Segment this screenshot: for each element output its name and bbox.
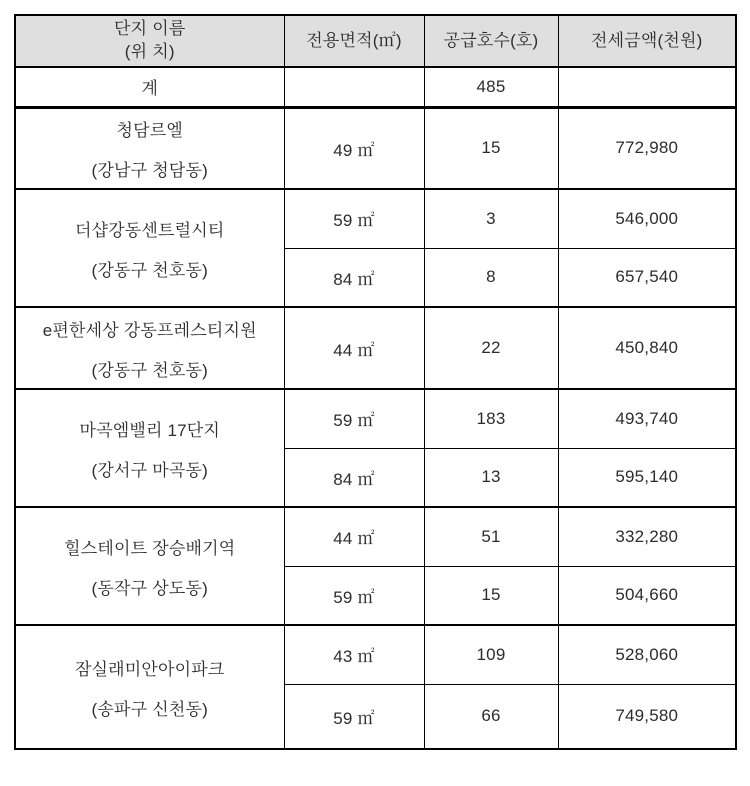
cell-area: 44 ㎡ [284, 307, 424, 389]
cell-units: 3 [424, 189, 558, 248]
total-row [15, 67, 736, 107]
cell-area: 59 ㎡ [284, 684, 424, 749]
complex-name-cell [15, 507, 284, 625]
cell-area: 44 ㎡ [284, 507, 424, 566]
complex-name: 더샵강동센트럴시티 [74, 220, 225, 240]
cell-amount: 772,980 [558, 107, 736, 189]
col-header-units: 공급호수(호) [424, 15, 558, 67]
table-row [15, 307, 736, 389]
complex-location: (강서구 마곡동) [91, 460, 208, 480]
col-header-complex-name [15, 15, 284, 67]
cell-units: 15 [424, 566, 558, 625]
complex-name-cell [15, 389, 284, 507]
cell-area: 43 ㎡ [284, 625, 424, 684]
col-header-name-line2: (위 치) [124, 42, 175, 61]
cell-units: 8 [424, 248, 558, 307]
table-row [15, 389, 736, 448]
complex-name-cell [15, 107, 284, 189]
header-row [15, 15, 736, 67]
cell-area: 84 ㎡ [284, 448, 424, 507]
cell-amount: 450,840 [558, 307, 736, 389]
cell-amount: 332,280 [558, 507, 736, 566]
col-header-area: 전용면적(㎡) [284, 15, 424, 67]
complex-name: e편한세상 강동프레스티지원 [42, 320, 257, 340]
cell-amount: 546,000 [558, 189, 736, 248]
cell-area: 59 ㎡ [284, 189, 424, 248]
cell-amount: 657,540 [558, 248, 736, 307]
cell-area: 84 ㎡ [284, 248, 424, 307]
cell-units: 13 [424, 448, 558, 507]
complex-location: (강남구 청담동) [91, 160, 208, 180]
col-header-name-line1: 단지 이름 [114, 19, 186, 39]
complex-name: 청담르엘 [116, 120, 183, 140]
cell-units: 22 [424, 307, 558, 389]
col-header-amount: 전세금액(천원) [558, 15, 736, 67]
table-row [15, 625, 736, 684]
complex-location: (송파구 신천동) [91, 699, 208, 719]
complex-name-cell [15, 189, 284, 307]
complex-name-cell [15, 307, 284, 389]
cell-units: 183 [424, 389, 558, 448]
cell-amount: 749,580 [558, 684, 736, 749]
total-units: 485 [424, 67, 558, 107]
total-amount [558, 67, 736, 107]
cell-units: 109 [424, 625, 558, 684]
complex-location: (강동구 천호동) [91, 360, 208, 380]
cell-units: 66 [424, 684, 558, 749]
complex-name: 힐스테이트 장승배기역 [64, 538, 236, 558]
cell-area: 59 ㎡ [284, 566, 424, 625]
complex-name-cell [15, 625, 284, 749]
table-row [15, 507, 736, 566]
total-area [284, 67, 424, 107]
jeonse-supply-table [14, 14, 737, 750]
cell-amount: 493,740 [558, 389, 736, 448]
complex-name: 잠실래미안아이파크 [74, 659, 225, 679]
complex-location: (동작구 상도동) [91, 578, 208, 598]
cell-area: 49 ㎡ [284, 107, 424, 189]
cell-area: 59 ㎡ [284, 389, 424, 448]
complex-name: 마곡엠밸리 17단지 [79, 420, 221, 440]
cell-amount: 595,140 [558, 448, 736, 507]
total-label: 계 [15, 67, 284, 107]
cell-amount: 528,060 [558, 625, 736, 684]
table-row [15, 107, 736, 189]
cell-units: 15 [424, 107, 558, 189]
complex-location: (강동구 천호동) [91, 260, 208, 280]
table-row [15, 189, 736, 248]
cell-amount: 504,660 [558, 566, 736, 625]
cell-units: 51 [424, 507, 558, 566]
